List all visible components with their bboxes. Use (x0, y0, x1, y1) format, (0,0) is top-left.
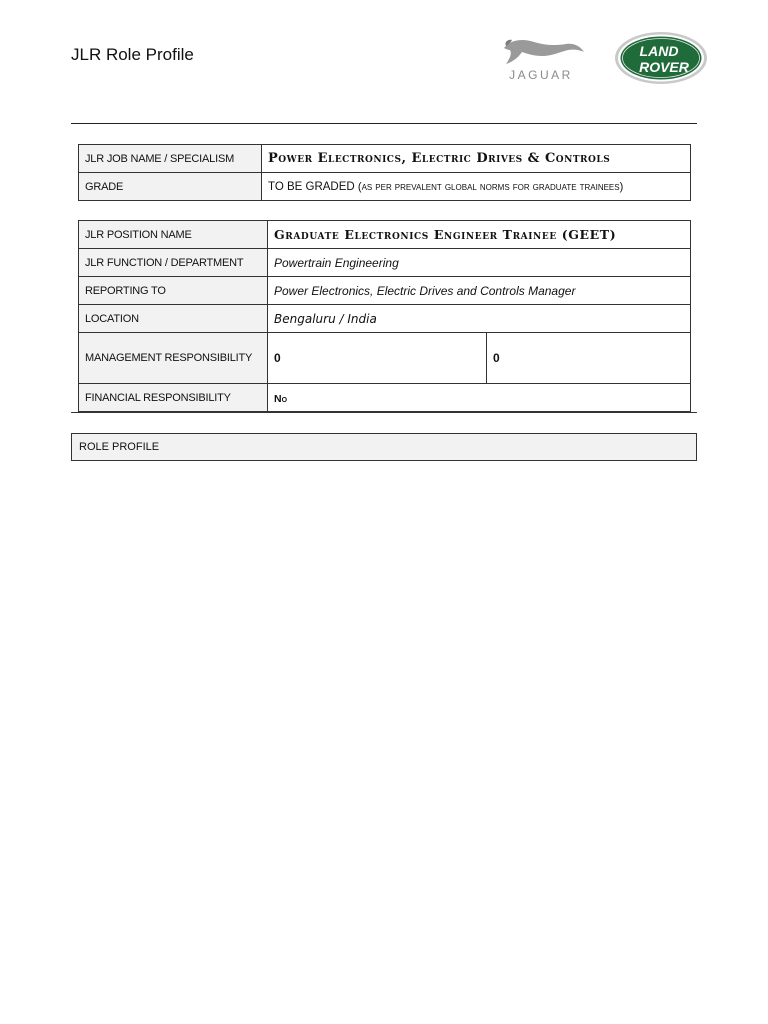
reporting-label: REPORTING TO (79, 277, 268, 305)
management-value-2: 0 (487, 333, 691, 384)
table-row (79, 384, 691, 412)
page-title: JLR Role Profile (71, 45, 194, 64)
reporting-value: Power Electronics, Electric Drives and Controls Manager (268, 277, 691, 305)
land-rover-logo (613, 30, 709, 86)
grade-value: TO BE GRADED (268, 180, 355, 193)
section-divider (71, 412, 697, 413)
jaguar-leaper-icon (492, 34, 590, 68)
job-name-label: JLR JOB NAME / SPECIALISM (79, 145, 262, 173)
function-value: Powertrain Engineering (268, 249, 691, 277)
position-name-value: Graduate Electronics Engineer Trainee (GEET) (274, 227, 617, 242)
location-label: LOCATION (79, 305, 268, 333)
header-divider (71, 123, 697, 124)
land-rover-logo-line1: LAND (639, 43, 679, 59)
job-name-value: Power Electronics, Electric Drives & Controls (268, 151, 611, 166)
management-value-1: 0 (268, 333, 487, 384)
management-label: MANAGEMENT RESPONSIBILITY (79, 333, 268, 384)
table-row (79, 305, 691, 333)
location-value: Bengaluru / India (268, 305, 691, 333)
financial-value: No (274, 392, 288, 405)
table-row (79, 173, 691, 201)
jaguar-logo-text: JAGUAR (509, 68, 573, 82)
table-row (79, 249, 691, 277)
financial-label: FINANCIAL RESPONSIBILITY (79, 384, 268, 412)
job-table (78, 144, 691, 201)
position-table (78, 220, 691, 412)
table-row (79, 333, 691, 384)
table-row (79, 277, 691, 305)
grade-label: GRADE (79, 173, 262, 201)
position-name-label: JLR POSITION NAME (79, 221, 268, 249)
table-row (79, 221, 691, 249)
function-label: JLR FUNCTION / DEPARTMENT (79, 249, 268, 277)
land-rover-logo-line2: ROVER (639, 59, 689, 75)
grade-note: (as per prevalent global norms for graduate trainees) (357, 180, 624, 193)
jaguar-logo (492, 34, 590, 84)
role-profile-header: ROLE PROFILE (71, 433, 697, 461)
table-row (79, 145, 691, 173)
